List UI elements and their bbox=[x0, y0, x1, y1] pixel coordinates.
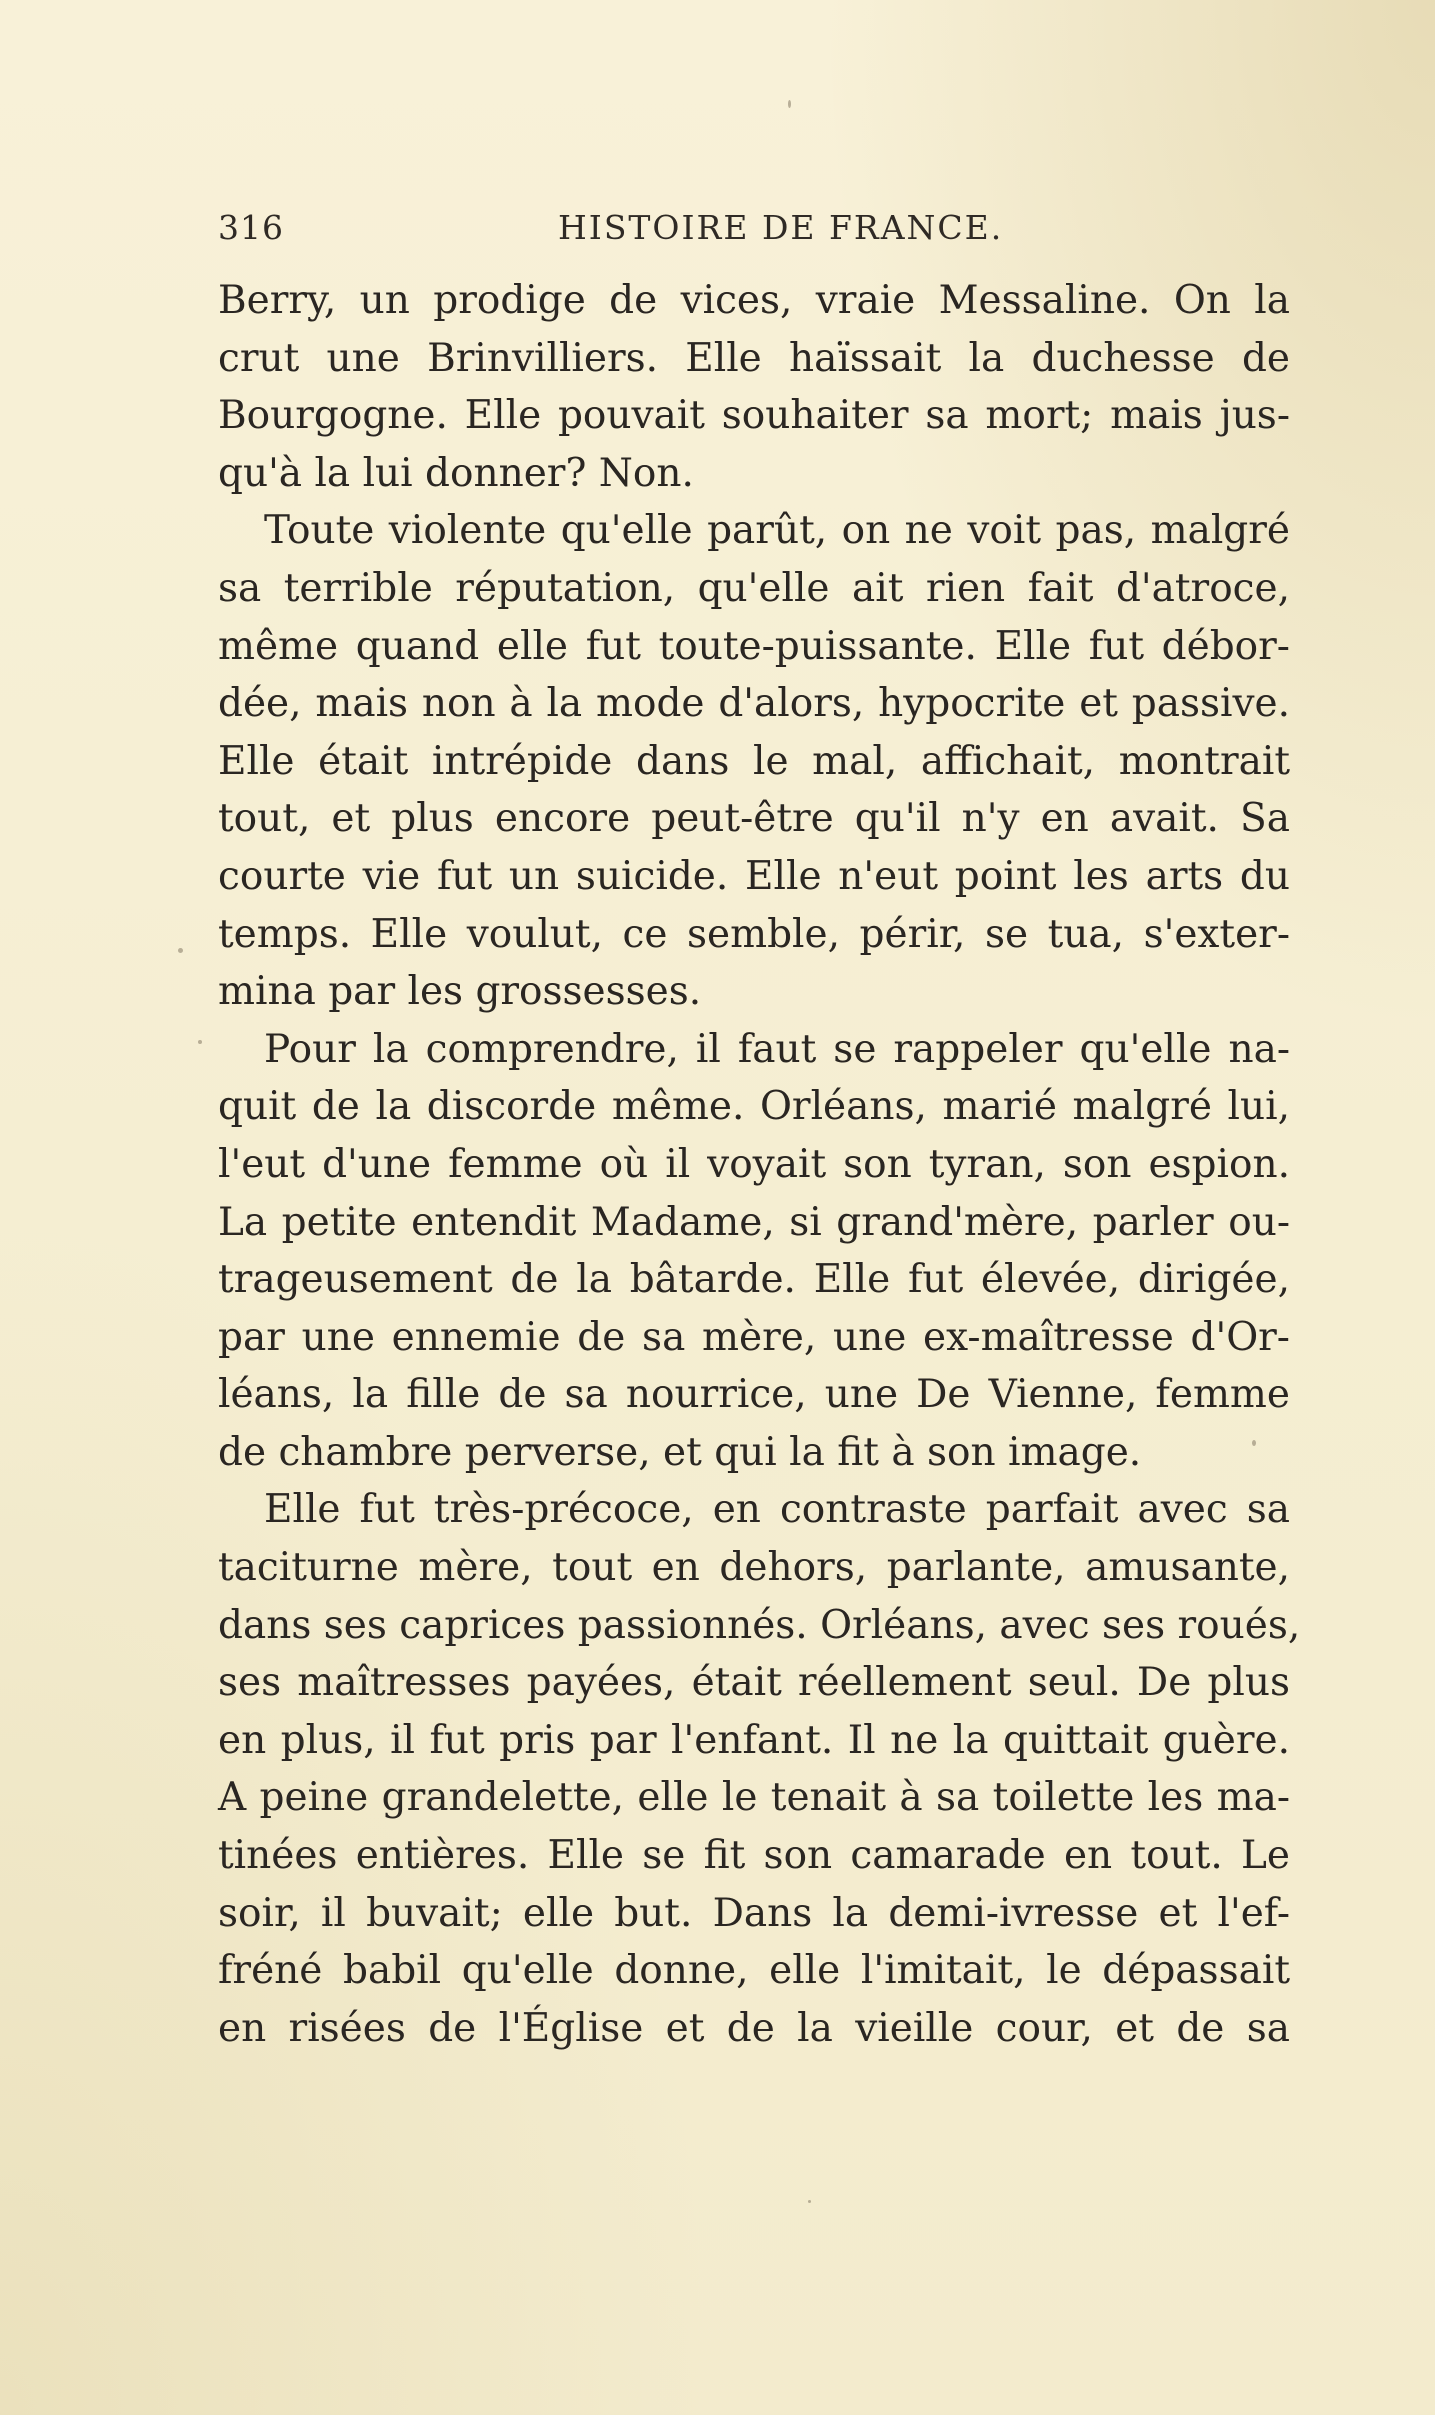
text-line: temps. Elle voulut, ce semble, périr, se tua, s'exter- bbox=[218, 911, 1290, 957]
text-line: qu'à la lui donner? Non. bbox=[218, 450, 694, 496]
book-page bbox=[218, 200, 1301, 2057]
text-line: Bourgogne. Elle pouvait souhaiter sa mort; mais jus- bbox=[218, 393, 1290, 439]
text-line: courte vie fut un suicide. Elle n'eut point les arts du bbox=[218, 853, 1290, 899]
text-line: léans, la fille de sa nourrice, une De Vienne, femme bbox=[218, 1372, 1290, 1418]
text-line: mina par les grossesses. bbox=[218, 969, 702, 1015]
text-line: tinées entières. Elle se fit son camarade en tout. Le bbox=[218, 1833, 1290, 1879]
text-line: Berry, un prodige de vices, vraie Messaline. On la bbox=[218, 278, 1290, 323]
paper-speck bbox=[178, 948, 183, 953]
text-line: de chambre perverse, et qui la fit à son image. bbox=[218, 1429, 1142, 1475]
text-line: l'eut d'une femme où il voyait son tyran, son espion. bbox=[218, 1141, 1290, 1187]
running-head bbox=[218, 200, 1290, 260]
text-line: trageusement de la bâtarde. Elle fut élevée, dirigée, bbox=[218, 1257, 1290, 1303]
text-line: La petite entendit Madame, si grand'mère, parler ou- bbox=[218, 1199, 1290, 1245]
text-line: quit de la discorde même. Orléans, marié malgré lui, bbox=[218, 1084, 1290, 1130]
text-line: ses maîtresses payées, était réellement seul. De plus bbox=[218, 1660, 1290, 1706]
text-line: A peine grandelette, elle le tenait à sa toilette les ma- bbox=[218, 1775, 1290, 1821]
text-line: Elle fut très-précoce, en contraste parfait avec sa bbox=[264, 1487, 1290, 1533]
text-line: en plus, il fut pris par l'enfant. Il ne la quittait guère. bbox=[218, 1717, 1290, 1763]
text-line: dée, mais non à la mode d'alors, hypocrite et passive. bbox=[218, 681, 1290, 727]
text-line: par une ennemie de sa mère, une ex-maîtresse d'Or- bbox=[218, 1314, 1290, 1360]
page-number: 316 bbox=[218, 208, 284, 247]
text-line: même quand elle fut toute-puissante. Elle fut débor- bbox=[218, 623, 1290, 669]
text-line: en risées de l'Église et de la vieille cour, et de sa bbox=[218, 2005, 1290, 2051]
text-line: dans ses caprices passionnés. Orléans, avec ses roués, bbox=[218, 1602, 1301, 1648]
text-line: tout, et plus encore peut-être qu'il n'y en avait. Sa bbox=[218, 796, 1290, 842]
paper-speck bbox=[1252, 1440, 1256, 1446]
running-title: HISTOIRE DE FRANCE. bbox=[558, 208, 1004, 247]
text-line: Pour la comprendre, il faut se rappeler qu'elle na- bbox=[264, 1026, 1290, 1072]
text-line: taciturne mère, tout en dehors, parlante, amusante, bbox=[218, 1545, 1290, 1591]
text-line: Elle était intrépide dans le mal, affichait, montrait bbox=[218, 738, 1290, 784]
text-line: soir, il buvait; elle but. Dans la demi-ivresse et l'ef- bbox=[218, 1890, 1290, 1936]
text-line: sa terrible réputation, qu'elle ait rien fait d'atroce, bbox=[218, 565, 1290, 611]
text-line: crut une Brinvilliers. Elle haïssait la duchesse de bbox=[218, 335, 1290, 381]
text-line: Toute violente qu'elle parût, on ne voit pas, malgré bbox=[264, 508, 1290, 554]
paper-speck bbox=[808, 2200, 811, 2203]
paper-speck bbox=[788, 100, 791, 108]
paper-speck bbox=[198, 1040, 202, 1044]
body-text bbox=[218, 272, 1301, 2057]
text-line: fréné babil qu'elle donne, elle l'imitait, le dépassait bbox=[218, 1948, 1290, 1994]
